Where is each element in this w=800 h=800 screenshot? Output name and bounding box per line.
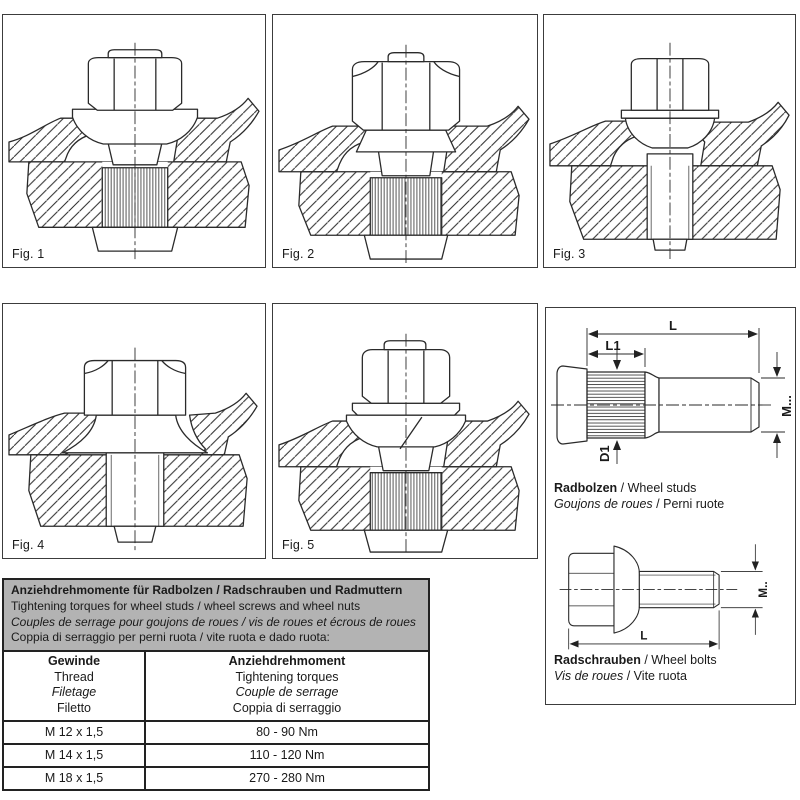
column-header-torque: Anziehdrehmoment Tightening torques Couple de serrage Coppia di serraggio	[228, 654, 346, 715]
fig5-geometry	[279, 334, 529, 555]
table-row-thread: M 18 x 1,5	[4, 766, 146, 789]
fig2-geometry	[279, 45, 529, 263]
torque-table-grid	[4, 652, 428, 789]
fig2-label: Fig. 2	[282, 247, 315, 261]
dim-label-M: M...	[779, 395, 794, 417]
table-row-thread: M 14 x 1,5	[4, 743, 146, 766]
figure-panel-3	[543, 14, 796, 268]
fig5-stud-nut-with-washer-drawing	[273, 304, 537, 558]
wheel-bolt-drawing	[556, 526, 778, 664]
title-it: Coppia di serraggio per perni ruota / vite ruota e dado ruota:	[11, 630, 330, 645]
table-row-torque: 80 - 90 Nm	[146, 720, 428, 743]
fig4-label: Fig. 4	[12, 538, 45, 552]
table-row-thread: M 12 x 1,5	[4, 720, 146, 743]
rim-left	[279, 126, 368, 172]
fig1-label: Fig. 1	[12, 247, 45, 261]
dim-label-D1: D1	[597, 445, 612, 462]
title-en: Tightening torques for wheel studs / wheel screws and wheel nuts	[11, 598, 361, 613]
fig4-cone-seat-bolt-drawing	[3, 304, 265, 558]
fig1-stud-with-flange-nut-drawing	[3, 15, 265, 267]
wheel-stud-diagram	[549, 310, 794, 478]
title-de: Anziehdrehmomente für Radbolzen / Radschrauben und Radmuttern	[11, 583, 403, 597]
column-header-thread: Gewinde Thread Filetage Filetto	[4, 652, 146, 720]
fig3-wheel-bolt-drawing	[544, 15, 795, 267]
title-fr: Couples de serrage pour goujons de roues / vis de roues et écrous de roues	[11, 614, 416, 629]
wheel-stud-drawing	[549, 310, 794, 478]
figure-panel-1	[2, 14, 266, 268]
table-row-torque: 110 - 120 Nm	[146, 743, 428, 766]
dim-label-L1: L1	[605, 338, 621, 353]
torque-table	[2, 578, 430, 791]
figure-panel-5	[272, 303, 538, 559]
table-row-torque: 270 - 280 Nm	[146, 766, 428, 789]
fig3-label: Fig. 3	[553, 247, 586, 261]
dimension-panel	[545, 307, 796, 705]
torque-table-title-block	[4, 580, 428, 652]
figure-panel-4	[2, 303, 266, 559]
dim-label-L: L	[669, 318, 677, 333]
fig3-geometry	[550, 43, 789, 259]
dim-label-L: L	[640, 629, 648, 643]
figure-panel-2	[272, 14, 538, 268]
wheel-bolt-diagram	[556, 526, 778, 648]
stud-caption: Radbolzen / Wheel studs Goujons de roues / Perni ruote	[554, 481, 725, 511]
fig2-stud-with-acorn-nut-drawing	[273, 15, 537, 267]
fig4-geometry	[9, 348, 257, 552]
dim-label-M: M..	[757, 581, 771, 598]
fig1-geometry	[9, 43, 259, 259]
fig5-label: Fig. 5	[282, 538, 315, 552]
nut-cap	[384, 341, 426, 350]
bolt-caption: Radschrauben / Wheel bolts Vis de roues / Vite ruota	[554, 653, 717, 683]
rim-right	[190, 393, 257, 455]
